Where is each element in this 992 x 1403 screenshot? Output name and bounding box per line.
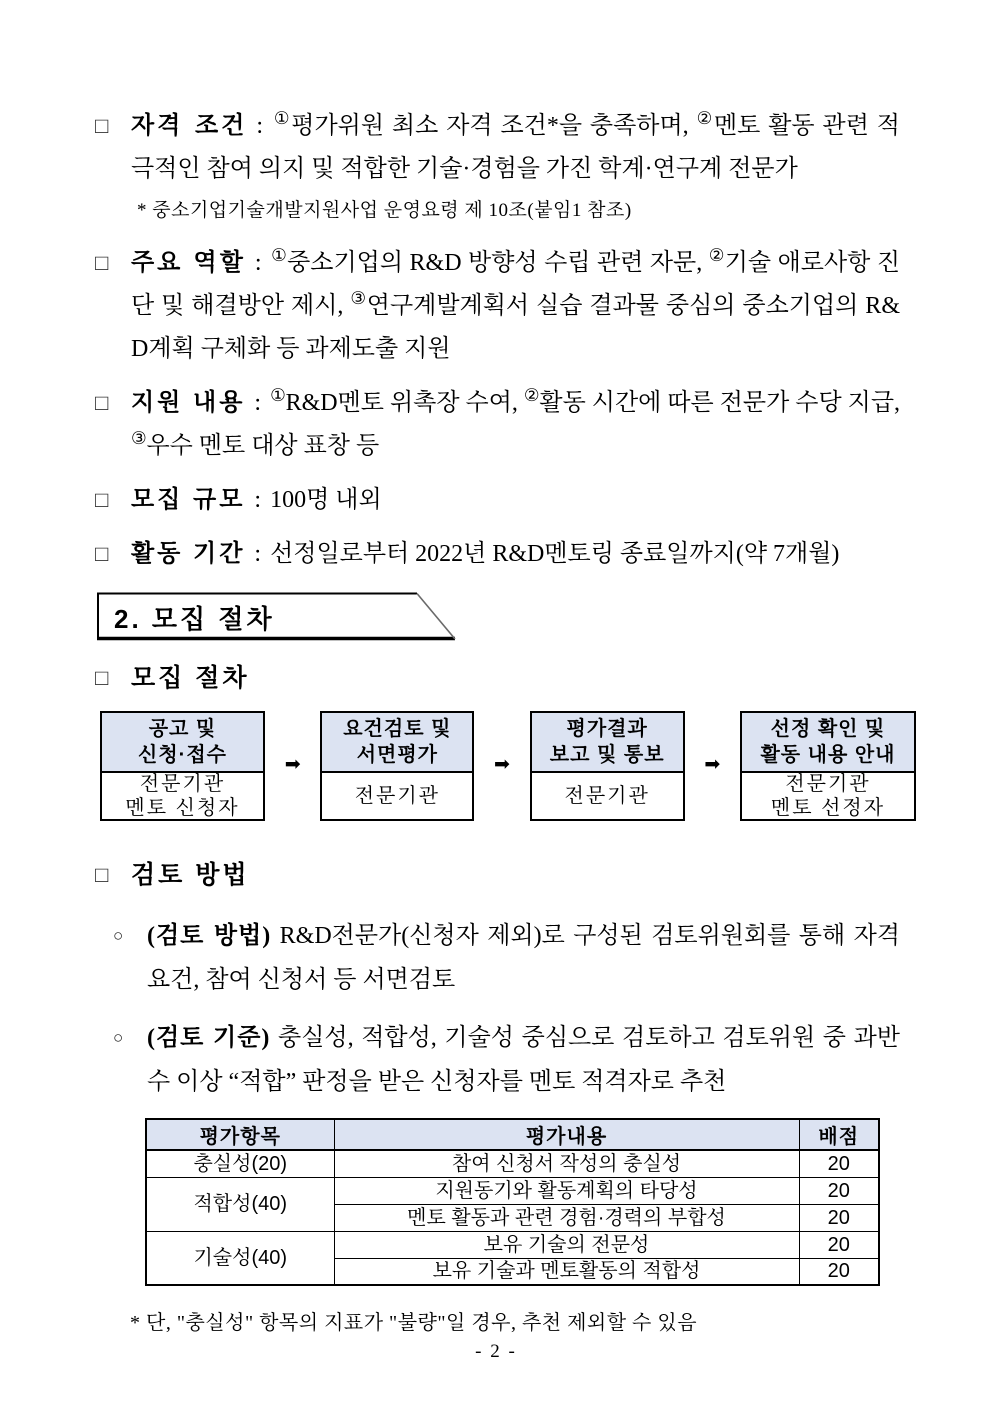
cell-item: 기술성(40) (146, 1231, 334, 1285)
table-header-row (146, 1119, 879, 1150)
flow-actor-line: 멘토 신청자 (125, 797, 240, 819)
bullet-activity-period (95, 532, 900, 576)
subsection-recruit-procedure (95, 660, 900, 696)
bullet-body (131, 381, 900, 468)
bullet-body (131, 532, 900, 576)
cell-content: 참여 신청서 작성의 충실성 (334, 1150, 799, 1177)
qualification-footnote: * 중소기업기술개발지원사업 운영요령 제 10조(붙임1 참조) (137, 200, 632, 221)
flow-actor-line: 멘토 선정자 (770, 797, 886, 819)
cell-score: 20 (799, 1231, 879, 1258)
section-banner (97, 592, 457, 641)
square-bullet-icon: □ (95, 390, 109, 415)
flow-step-actor (532, 773, 683, 819)
review-method-item (113, 914, 900, 1002)
square-bullet-icon: □ (95, 487, 109, 512)
subsection-label: 검토 방법 (131, 861, 250, 889)
table-row (146, 1177, 879, 1204)
cell-score: 20 (799, 1204, 879, 1231)
table-footnote: * 단, "충실성" 항목의 지표가 "불량"일 경우, 추천 제외할 수 있음 (130, 1312, 698, 1334)
flow-step-requirement-review (320, 711, 474, 821)
table-row (146, 1150, 879, 1177)
flow-header-line: 공고 및 (148, 718, 217, 740)
flow-actor-line: 전문기관 (564, 785, 650, 807)
bullet-content: 100명 내외 (270, 487, 382, 513)
bullet-content: 선정일로부터 2022년 R&D멘토링 종료일까지(약 7개월) (270, 541, 840, 567)
flow-actor-line: 전문기관 (139, 773, 226, 795)
bullet-content: ①평가위원 최소 자격 조건*을 충족하며, ②멘토 활동 관련 적극적인 참여 의지 및 적합한 기술·경험을 가진 학계·연구계 전문가 (131, 109, 900, 182)
subsection-review-method (95, 857, 900, 893)
flow-header-line: 활동 내용 안내 (760, 744, 896, 766)
flow-header-line: 선정 확인 및 (770, 718, 886, 740)
flow-header-line: 요건검토 및 (343, 718, 452, 740)
flow-actor-line: 전문기관 (785, 773, 871, 795)
circle-bullet-icon: ○ (113, 926, 124, 945)
cell-item: 적합성(40) (146, 1177, 334, 1231)
procedure-flow-diagram (100, 711, 916, 821)
review-method-text (147, 914, 900, 1002)
flow-actor-line: 전문기관 (354, 785, 440, 807)
bullet-label: 지원 내용 (131, 389, 246, 416)
review-item-lead: (검토 기준) (147, 1025, 271, 1051)
bullet-label: 활동 기간 (131, 540, 246, 567)
review-item-lead: (검토 방법) (147, 923, 272, 949)
cell-score: 20 (799, 1150, 879, 1177)
cell-content: 멘토 활동과 관련 경험·경력의 부합성 (334, 1204, 799, 1231)
flow-step-actor (742, 773, 914, 819)
cell-content: 지원동기와 활동계획의 타당성 (334, 1177, 799, 1204)
right-arrow-icon: ➡ (284, 753, 301, 775)
bullet-label: 주요 역할 (131, 249, 246, 276)
flow-step-actor (322, 773, 472, 819)
cell-score: 20 (799, 1177, 879, 1204)
label-separator: : (254, 390, 262, 416)
review-item-body: 충실성, 적합성, 기술성 중심으로 검토하고 검토위원 중 과반수 이상 “적합” 판정을 받은 신청자를 멘토 적격자로 추천 (147, 1025, 900, 1095)
bullet-label: 자격 조건 (131, 112, 248, 139)
bullet-text (131, 381, 900, 468)
flow-header-line: 평가결과 (566, 718, 648, 740)
review-criteria-item (113, 1016, 900, 1104)
flow-step-header (322, 713, 472, 773)
bullet-body (131, 478, 900, 522)
square-bullet-icon: □ (95, 113, 109, 138)
right-arrow-icon: ➡ (494, 753, 510, 775)
subsection-label: 모집 절차 (131, 664, 250, 692)
flow-step-selection-confirm (740, 711, 916, 821)
cell-score: 20 (799, 1258, 879, 1285)
bullet-qualification (95, 104, 900, 231)
bullet-main-role (95, 241, 900, 371)
review-item-body: R&D전문가(신청자 제외)로 구성된 검토위원회를 통해 자격요건, 참여 신청서 등 서면검토 (147, 923, 900, 993)
flow-step-header (532, 713, 683, 773)
bullet-support-content (95, 381, 900, 468)
evaluation-table (145, 1118, 880, 1286)
flow-step-actor (102, 773, 263, 819)
col-header-content: 평가내용 (334, 1119, 799, 1150)
circle-bullet-icon: ○ (113, 1028, 124, 1047)
flow-header-line: 보고 및 통보 (549, 744, 665, 766)
page-number: - 2 - (475, 1341, 517, 1362)
flow-step-result-report (530, 711, 685, 821)
label-separator: : (254, 250, 262, 276)
cell-item: 충실성(20) (146, 1150, 334, 1177)
label-separator: : (254, 541, 262, 567)
square-bullet-icon: □ (95, 541, 109, 566)
col-header-score: 배점 (799, 1119, 879, 1150)
cell-content: 보유 기술과 멘토활동의 적합성 (334, 1258, 799, 1285)
bullet-recruit-size (95, 478, 900, 522)
label-separator: : (254, 487, 262, 513)
bullet-body (131, 241, 900, 371)
bullet-text (131, 532, 900, 576)
flow-step-announcement (100, 711, 265, 821)
bullet-label: 모집 규모 (131, 486, 246, 513)
square-bullet-icon: □ (95, 862, 109, 887)
flow-header-line: 신청·접수 (138, 744, 227, 766)
bullet-text (131, 478, 900, 522)
square-bullet-icon: □ (95, 665, 109, 690)
bullet-content: ①중소기업의 R&D 방향성 수립 관련 자문, ②기술 애로사항 진단 및 해결방안 제시, ③연구계발계획서 실습 결과물 중심의 중소기업의 R&D계획 구체화 등 과제도출 지원 (131, 246, 901, 362)
table-row (146, 1231, 879, 1258)
flow-step-header (102, 713, 263, 773)
flow-header-line: 서면평가 (356, 744, 438, 766)
square-bullet-icon: □ (95, 250, 109, 275)
label-separator: : (256, 113, 263, 139)
right-arrow-icon: ➡ (704, 753, 721, 775)
flow-step-header (742, 713, 914, 773)
cell-content: 보유 기술의 전문성 (334, 1231, 799, 1258)
bullet-text (131, 241, 900, 371)
bullet-body (131, 104, 900, 231)
bullet-text (131, 104, 900, 191)
col-header-item: 평가항목 (146, 1119, 334, 1150)
bullet-content: ①R&D멘토 위촉장 수여, ②활동 시간에 따른 전문가 수당 지급, ③우수 멘토 대상 표창 등 (131, 386, 901, 459)
section-title: 2. 모집 절차 (114, 604, 275, 634)
review-criteria-text (147, 1016, 900, 1104)
